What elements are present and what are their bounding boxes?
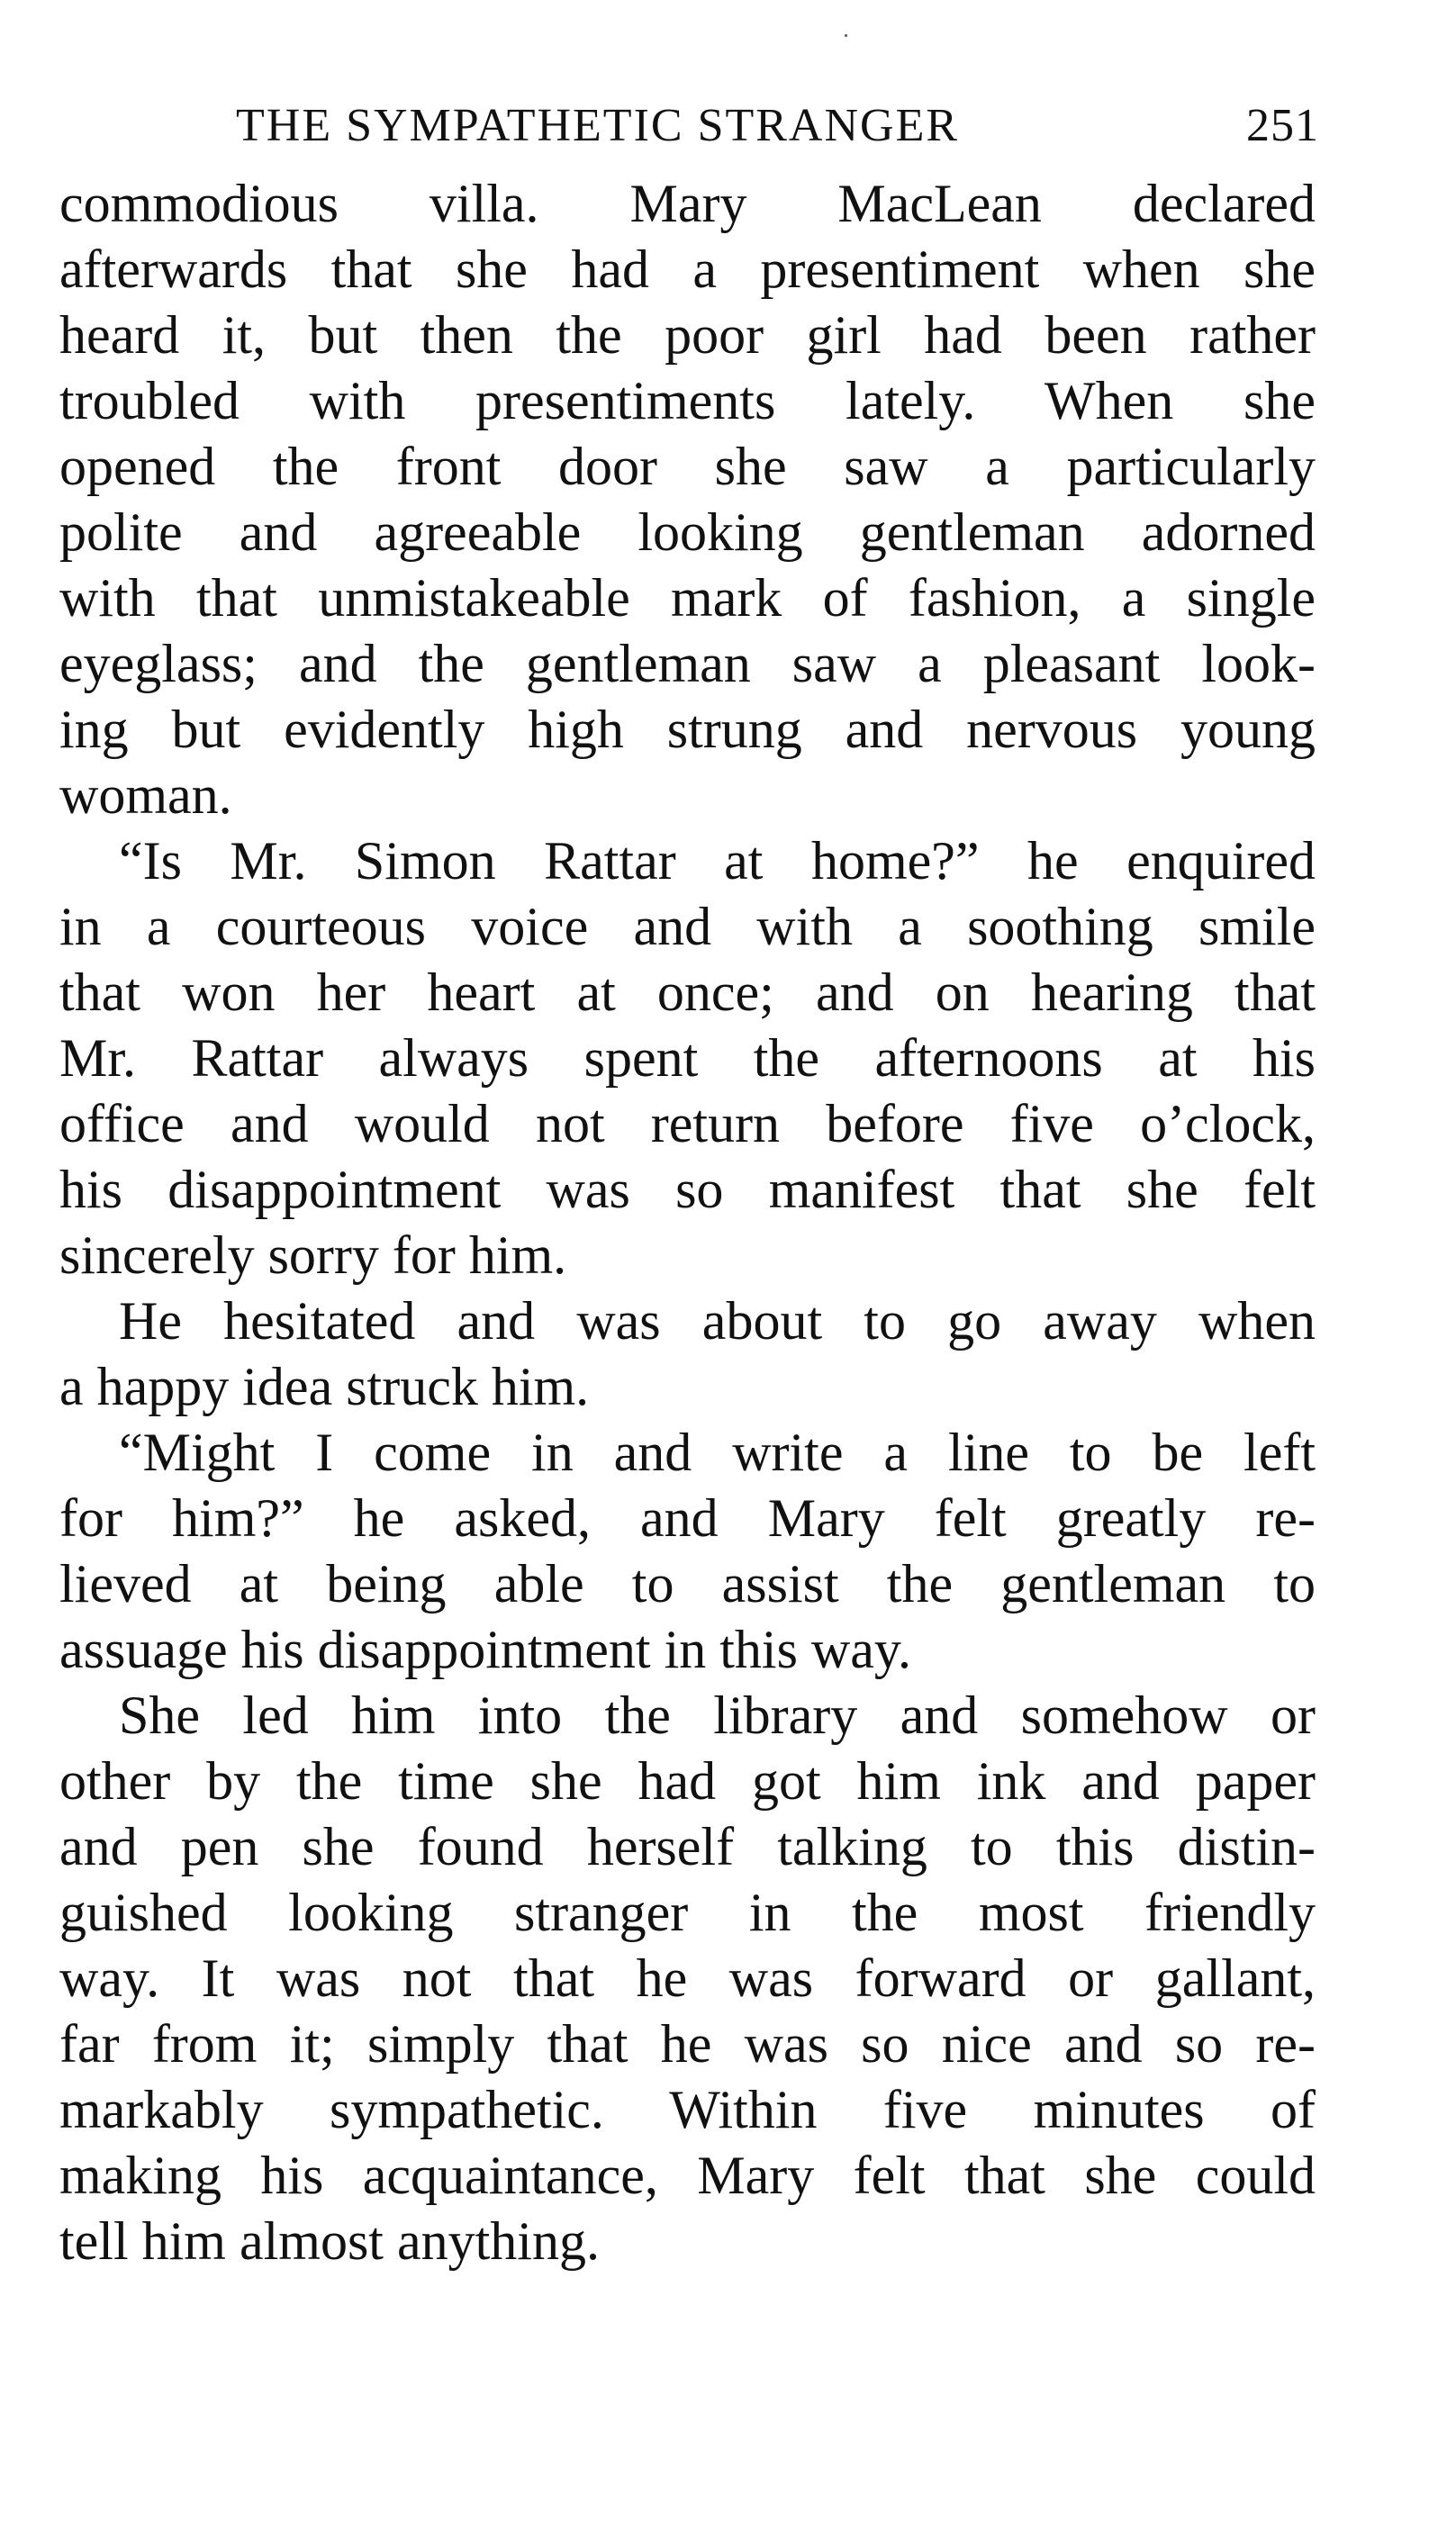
paragraph-2 <box>59 828 1316 1288</box>
text-line: He hesitated and was about to go away when <box>119 1291 1316 1351</box>
text-line: far from it; simply that he was so nice and so re- <box>59 2014 1316 2074</box>
running-title: THE SYMPATHETIC STRANGER <box>236 100 960 151</box>
text-line: guished looking stranger in the most friendly <box>59 1883 1316 1942</box>
text-line: lieved at being able to assist the gentleman to <box>59 1554 1316 1613</box>
text-line: sincerely sorry for him. <box>59 1225 567 1285</box>
paragraph-3 <box>59 1288 1316 1420</box>
text-line: for him?” he asked, and Mary felt greatly re- <box>59 1488 1316 1548</box>
text-line: tell him almost anything. <box>59 2211 600 2271</box>
text-line: “Is Mr. Simon Rattar at home?” he enquired <box>119 831 1316 890</box>
text-line: commodious villa. Mary MacLean declared <box>59 174 1316 233</box>
text-line: “Might I come in and write a line to be left <box>119 1423 1316 1482</box>
text-line: his disappointment was so manifest that she felt <box>59 1160 1316 1219</box>
text-line: a happy idea struck him. <box>59 1357 590 1416</box>
text-line: office and would not return before five o’clock, <box>59 1094 1316 1153</box>
text-line: eyeglass; and the gentleman saw a pleasant look- <box>59 634 1316 693</box>
text-line: polite and agreeable looking gentleman adorned <box>59 502 1316 562</box>
text-line: other by the time she had got him ink and paper <box>59 1751 1316 1811</box>
text-line: in a courteous voice and with a soothing smile <box>59 897 1316 956</box>
running-head <box>236 90 1319 162</box>
paragraph-1 <box>59 171 1316 828</box>
text-line: markably sympathetic. Within five minutes of <box>59 2080 1316 2139</box>
paragraph-5 <box>59 1683 1316 2274</box>
print-speck <box>845 34 847 37</box>
text-line: that won her heart at once; and on hearing that <box>59 963 1316 1022</box>
text-line: with that unmistakeable mark of fashion, a single <box>59 568 1316 628</box>
paragraph-4 <box>59 1420 1316 1683</box>
text-line: assuage his disappointment in this way. <box>59 1620 911 1679</box>
body-text <box>59 171 1316 2274</box>
text-line: troubled with presentiments lately. When she <box>59 371 1316 430</box>
text-line: Mr. Rattar always spent the afternoons at his <box>59 1028 1316 1088</box>
text-line: woman. <box>59 765 232 825</box>
text-line: way. It was not that he was forward or gallant, <box>59 1948 1316 2008</box>
text-line: making his acquaintance, Mary felt that she could <box>59 2146 1316 2205</box>
text-line: opened the front door she saw a particularly <box>59 437 1316 496</box>
text-line: and pen she found herself talking to this distin- <box>59 1817 1316 1876</box>
text-line: ing but evidently high strung and nervous young <box>59 700 1316 759</box>
text-line: She led him into the library and somehow or <box>119 1686 1316 1745</box>
page-number: 251 <box>1246 100 1319 151</box>
text-line: afterwards that she had a presentiment when she <box>59 240 1316 299</box>
text-line: heard it, but then the poor girl had been rather <box>59 305 1316 365</box>
